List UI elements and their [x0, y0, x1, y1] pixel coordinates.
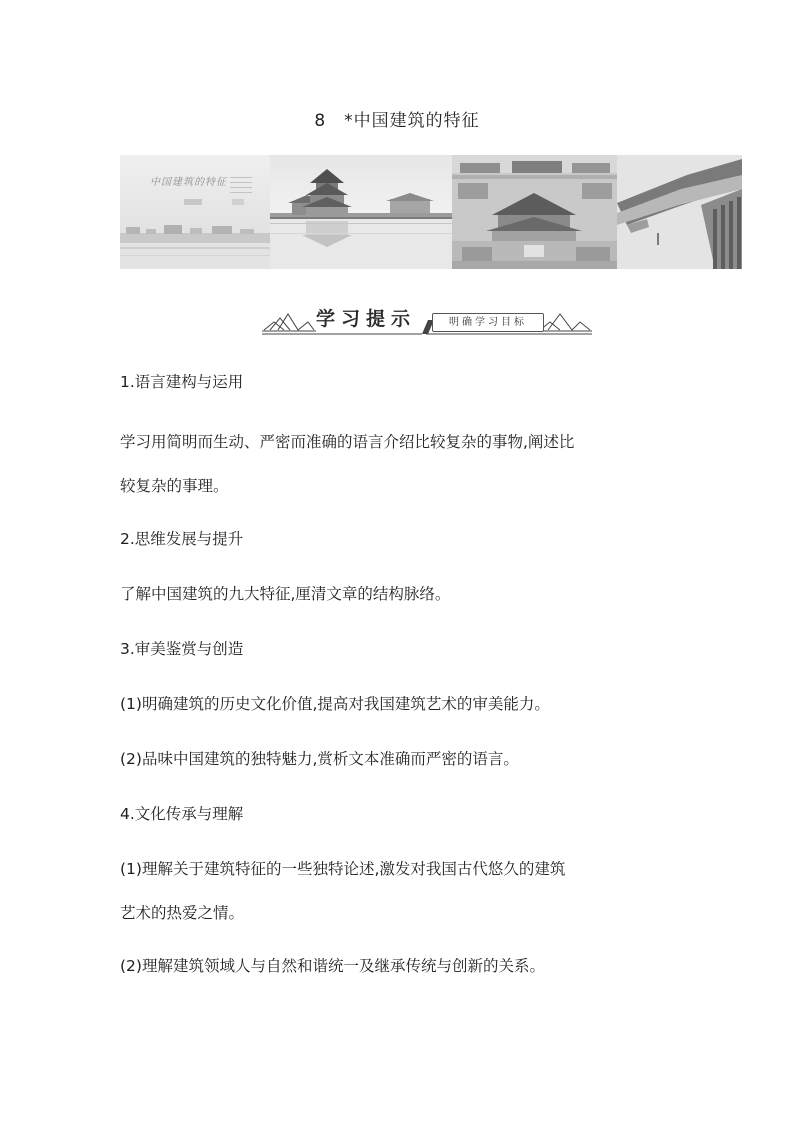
- objective-text: (2)理解建筑领域人与自然和谐统一及继承传统与创新的关系。: [120, 957, 545, 975]
- objective-heading: 1.语言建构与运用: [120, 373, 244, 391]
- section-subtitle: 明确学习目标: [432, 313, 544, 332]
- objective-heading: 3.审美鉴赏与创造: [120, 640, 244, 658]
- objective-heading: 4.文化传承与理解: [120, 805, 244, 823]
- banner-panel-pavilion: [270, 155, 452, 269]
- objective-text: 艺术的热爱之情。: [120, 904, 245, 922]
- banner-panel-landscape: [120, 155, 270, 269]
- objective-text: 较复杂的事理。: [120, 477, 229, 495]
- section-header-study-tips: [262, 300, 592, 340]
- objective-text: (1)理解关于建筑特征的一些独特论述,激发对我国古代悠久的建筑: [120, 860, 566, 878]
- banner-image: [120, 155, 742, 269]
- banner-panel-title: 中国建筑的特征: [150, 177, 227, 188]
- objective-heading: 2.思维发展与提升: [120, 530, 244, 548]
- section-title: 学习提示: [316, 308, 417, 330]
- objective-text: 了解中国建筑的九大特征,厘清文章的结构脉络。: [120, 585, 451, 603]
- objective-text: (1)明确建筑的历史文化价值,提高对我国建筑艺术的审美能力。: [120, 695, 550, 713]
- banner-panel-palace: [452, 155, 617, 269]
- objective-text: (2)品味中国建筑的独特魅力,赏析文本准确而严密的语言。: [120, 750, 519, 768]
- banner-panel-eaves: [617, 155, 742, 269]
- objective-text: 学习用简明而生动、严密而准确的语言介绍比较复杂的事物,阐述比: [120, 433, 575, 451]
- page-title: 8 *中国建筑的特征: [314, 111, 480, 131]
